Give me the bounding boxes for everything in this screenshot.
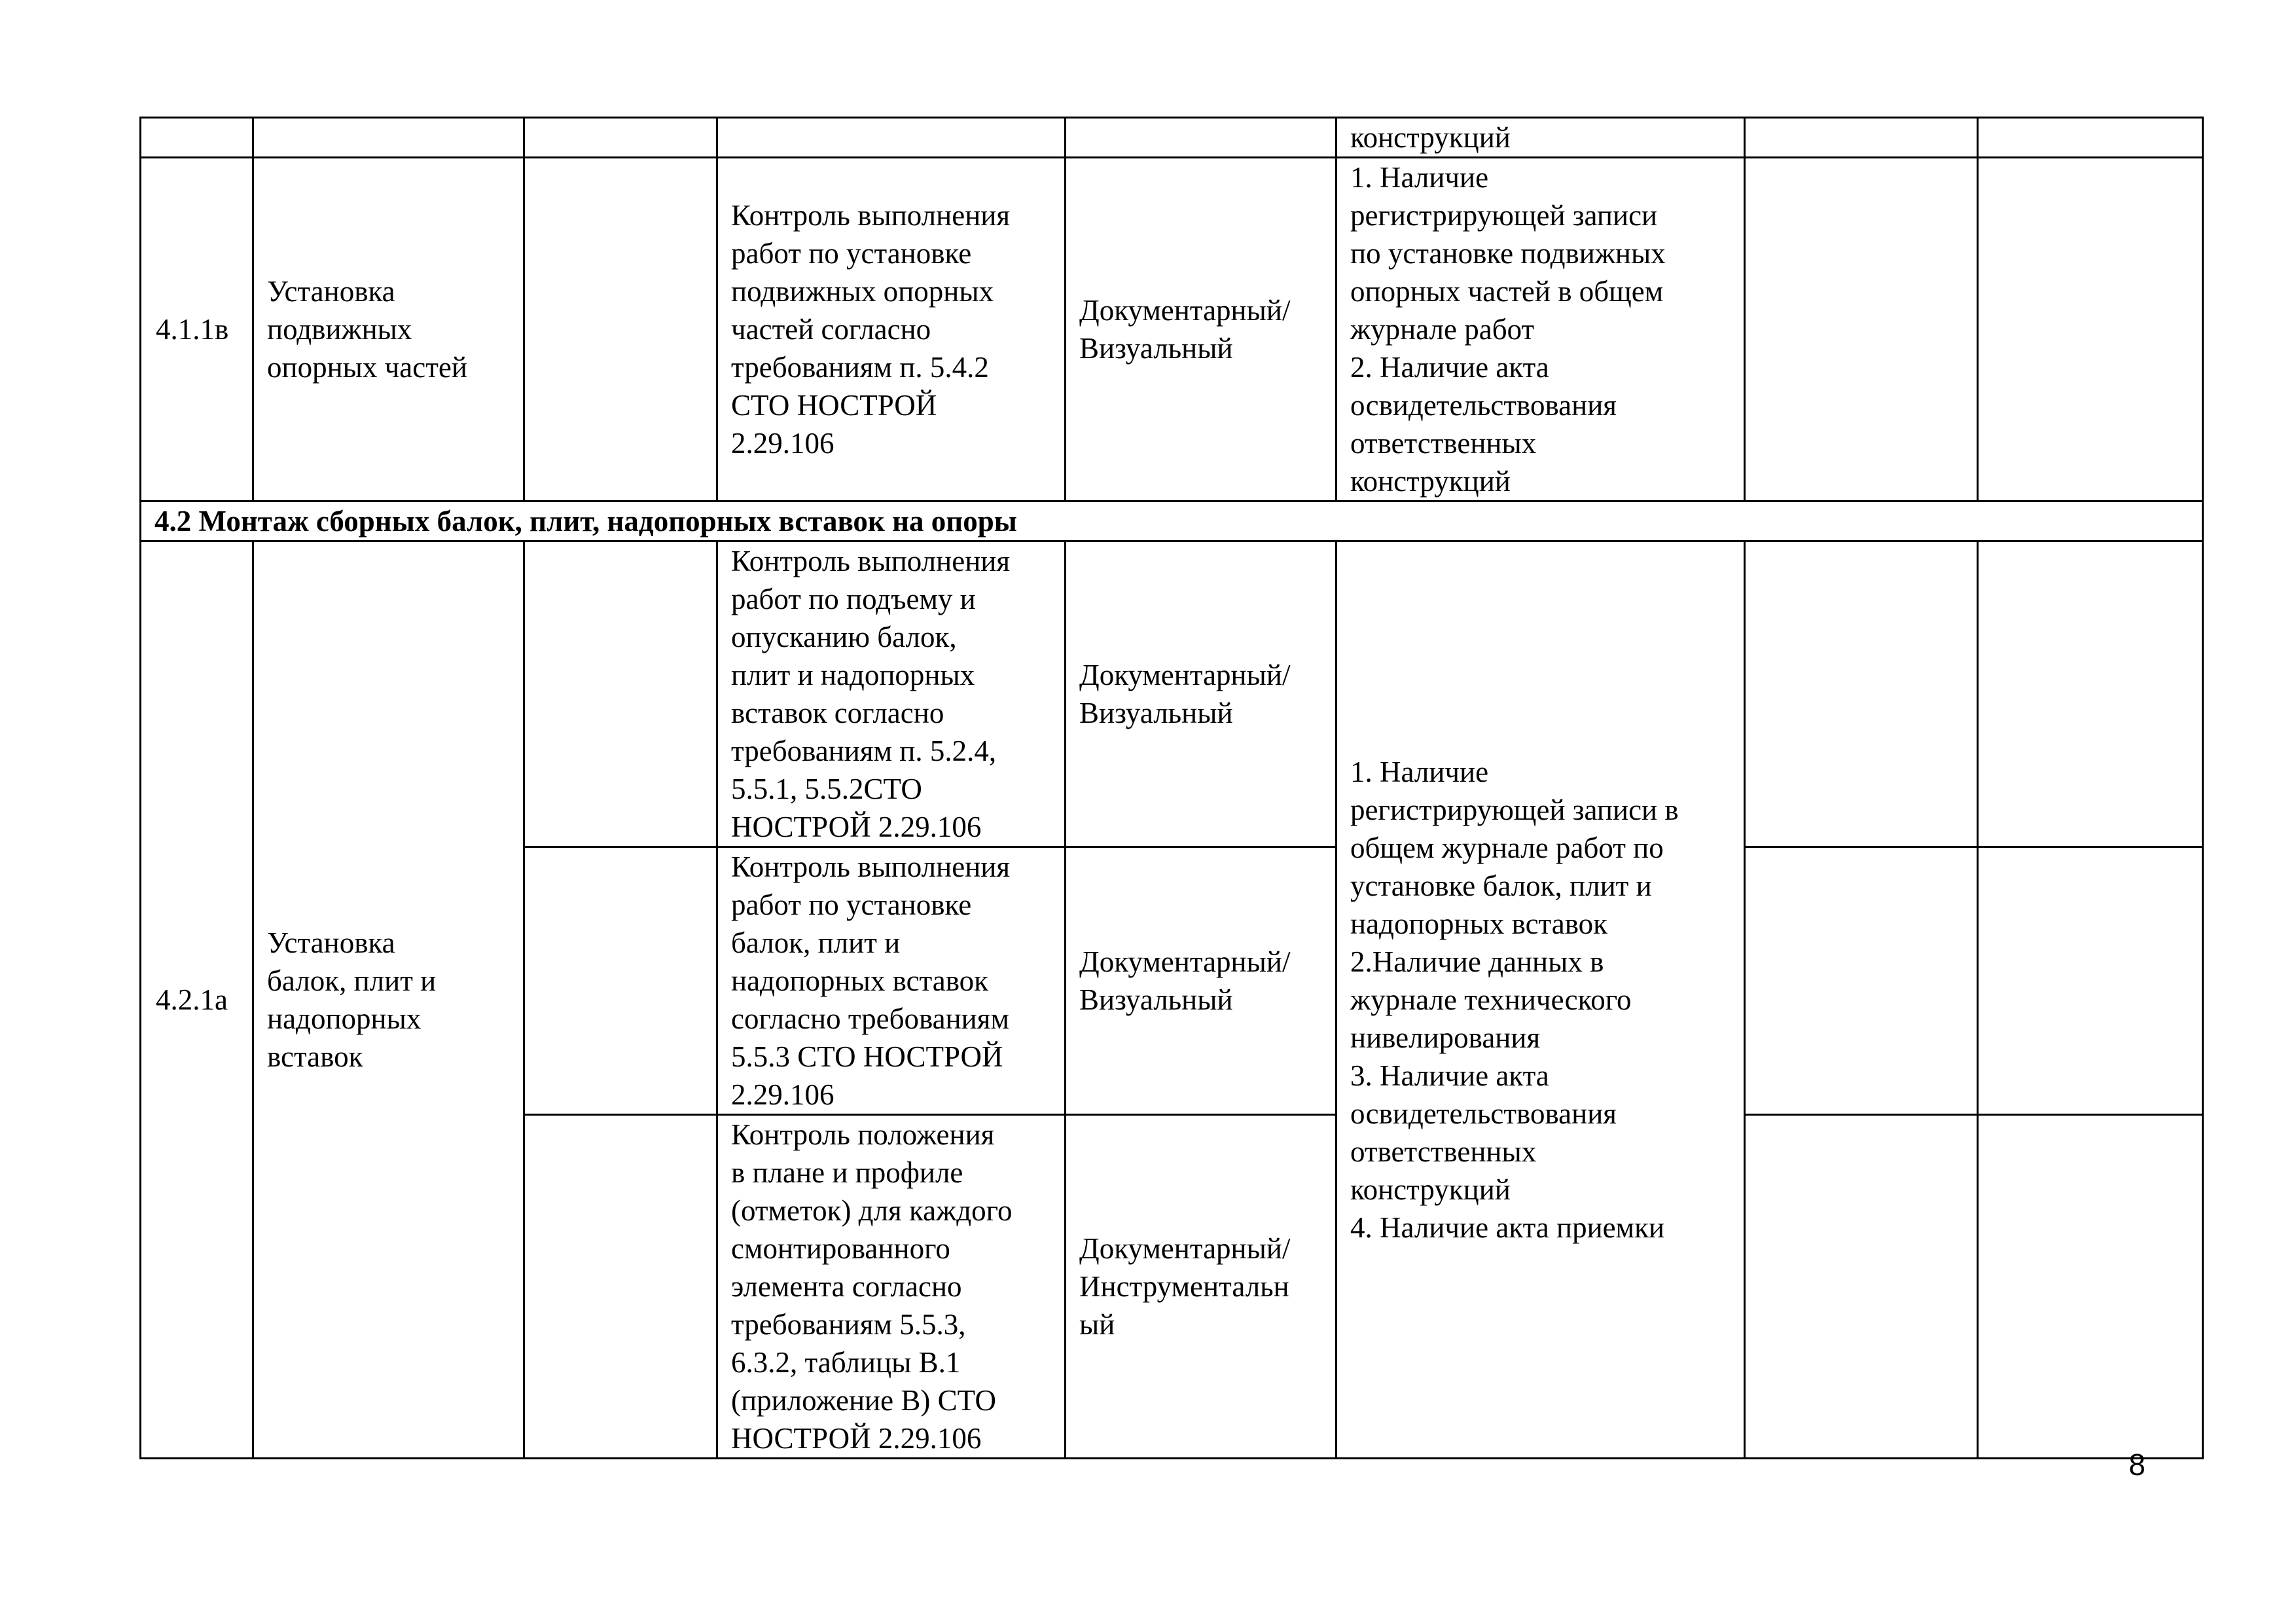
criteria-cell: конструкций xyxy=(1336,118,1745,158)
section-header-row xyxy=(141,501,2203,541)
blank-cell xyxy=(524,541,717,847)
method-cell: Документарный/ Визуальный xyxy=(1066,541,1336,847)
control-cell xyxy=(717,118,1066,158)
criteria-cell: 1. Наличие регистрирующей записи по установке подвижных опорных частей в общем журнале работ 2. Наличие акта освидетельствования ответственных конструкций xyxy=(1336,158,1745,501)
extra-cell-2 xyxy=(1978,1115,2203,1459)
extra-cell-1 xyxy=(1745,541,1978,847)
extra-cell-2 xyxy=(1978,158,2203,501)
extra-cell-2 xyxy=(1978,118,2203,158)
method-cell: Документарный/ Визуальный xyxy=(1066,847,1336,1115)
method-cell: Документарный/ Визуальный xyxy=(1066,158,1336,501)
extra-cell-2 xyxy=(1978,541,2203,847)
code-cell: 4.1.1в xyxy=(141,158,253,501)
extra-cell-1 xyxy=(1745,847,1978,1115)
name-cell xyxy=(253,118,524,158)
name-cell: Установка балок, плит и надопорных вставок xyxy=(253,541,524,1459)
control-cell: Контроль положения в плане и профиле (отметок) для каждого смонтированного элемента согласно требованиям 5.5.3, 6.3.2, таблицы В.1 (приложение В) СТО НОСТРОЙ 2.29.106 xyxy=(717,1115,1066,1459)
blank-cell xyxy=(524,847,717,1115)
control-cell: Контроль выполнения работ по установке подвижных опорных частей согласно требованиям п. 5.4.2 СТО НОСТРОЙ 2.29.106 xyxy=(717,158,1066,501)
page-number: 8 xyxy=(2128,1448,2145,1482)
code-cell: 4.2.1а xyxy=(141,541,253,1459)
table-row-continuation xyxy=(141,118,2203,158)
control-cell: Контроль выполнения работ по установке балок, плит и надопорных вставок согласно требованиям 5.5.3 СТО НОСТРОЙ 2.29.106 xyxy=(717,847,1066,1115)
criteria-cell: 1. Наличие регистрирующей записи в общем журнале работ по установке балок, плит и надопорных вставок 2.Наличие данных в журнале технического нивелирования 3. Наличие акта освидетельствования ответственных конструкций 4. Наличие акта приемки xyxy=(1336,541,1745,1459)
blank-cell xyxy=(524,158,717,501)
table-row-4-1-1v xyxy=(141,158,2203,501)
table-row-4-2-1a-1 xyxy=(141,541,2203,847)
section-title: 4.2 Монтаж сборных балок, плит, надопорных вставок на опоры xyxy=(141,501,2203,541)
extra-cell-1 xyxy=(1745,118,1978,158)
requirements-table xyxy=(139,117,2204,1459)
extra-cell-1 xyxy=(1745,158,1978,501)
method-cell: Документарный/ Инструментальн ый xyxy=(1066,1115,1336,1459)
extra-cell-1 xyxy=(1745,1115,1978,1459)
code-cell xyxy=(141,118,253,158)
extra-cell-2 xyxy=(1978,847,2203,1115)
name-cell: Установка подвижных опорных частей xyxy=(253,158,524,501)
blank-cell xyxy=(524,118,717,158)
control-cell: Контроль выполнения работ по подъему и опусканию балок, плит и надопорных вставок согласно требованиям п. 5.2.4, 5.5.1, 5.5.2СТО НОСТРОЙ 2.29.106 xyxy=(717,541,1066,847)
blank-cell xyxy=(524,1115,717,1459)
method-cell xyxy=(1066,118,1336,158)
